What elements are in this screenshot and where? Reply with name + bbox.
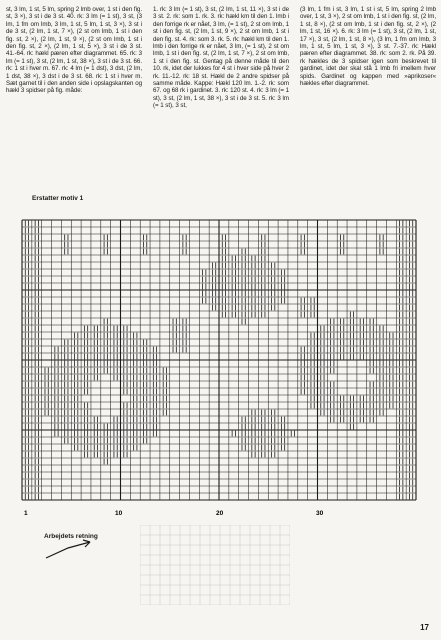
page-number: 17 (420, 623, 429, 632)
text-column-2 (153, 6, 289, 180)
text-column-1 (6, 6, 142, 180)
axis-label-1: 1 (24, 510, 28, 516)
diagram-grid (22, 220, 416, 500)
instruction-text-columns (6, 6, 436, 180)
crochet-diagram-svg (20, 206, 418, 516)
diagram-caption: Erstatter motiv 1 (32, 195, 84, 202)
crochet-diagram (20, 206, 418, 516)
text-column-3 (300, 6, 436, 180)
text-column-2-body: 1. rk: 3 lm (= 1 st), 3 st, (2 lm, 1 st, 11 ×), 3 st i de 3 st. 2. rk: som 1. rk. 3. rk: hækl km til den 1. lmb i den forrige rk er nået, 3 lm, (= 1 st), 2 st om lmb, 1 st i den fig. st, (2 lm, 1 st, 9 ×), 2 st om lmb, 1 st i den fig. st. 4. rk: som 3. rk. 5. rk: hækl km til den 1. lmb i den forrige rk er nået, 3 lm, (= 1 st), 2 st om lmb, 1 st i den fig. st, (2 lm, 1 st, 7 ×), 2 st om lmb, 1 st i den fig. st. Gentag på denne måde til den 10. rk, idet der lukkes for 4 st i hver side på hver 2 rk. 11.-12. rk: 18 st. Hækl de 2 andre spidser på samme måde. Kappe: Hækl 120 lm. 1.-2. rk: som 67. og 68 rk i gardinet. 3. rk: 120 st. 4. rk: 3 lm (= 1 st), 3 st, (2 lm, 1 st, 38 ×), 3 st i de 3 st. 5. rk: 3 lm (= 1 st), 3 st, (153, 6, 289, 110)
text-column-3-body: (3 lm, 1 fm i st, 3 lm, 1 st i st, 5 lm, spring 2 lmb over, 1 st, 3 ×), 2 st om lmb, 1 st i den fig. st, (2 lm, 1 st, 8 ×), (2 st om lmb, 1 st i den fig. st, 2 ×), (2 lm, 1 st, 16 ×). 6. rk: 3 lm (= 1 st), 3 st, (2 lm, 1 st, 17 ×), 3 st, (2 lm, 1 st, 8 ×), (3 lm, 1 fm om lmb, 3 lm, 1 st, 5 lm, 1 st, 3 ×), 3 st. 7.-37. rk: Hækl pæren efter diagrammet. 38. rk: som 2. rk. På 39. rk hækles de 3 spidser igen som beskrevet til gardinet, idet der skal stå 1 lmb fri imellem hver spids. Gardinet og kappen med »aprikoser« hækles efter diagrammet. (300, 6, 436, 88)
direction-label: Arbejdets retning (44, 533, 98, 540)
axis-label-20: 20 (216, 510, 224, 516)
axis-label-10: 10 (115, 510, 123, 516)
text-column-1-body: st, 3 lm, 1 st, 5 lm, spring 2 lmb over, 1 st i den fig. st, 3 ×), 3 st i de 3 st. 40. rk: 3 lm (= 1 st), 3 st, (3 lm, 1 fm om lmb, 3 lm, 1 st, 5 lm, 1 st, 3 ×), 3 st i de 3 st, (2 lm, 1 st, 7 ×), (2 st om lmb, 1 st i den fig. st, 2 ×), (2 lm, 1 st, 9 ×), (2 st om lmb, 1 st i den fig. st, 2 ×), (2 lm, 1 st, 5 ×), 3 st i de 3 st. 41.-64. rk: hækl pæren efter diagrammet. 65. rk: 3 lm (= 1 st), 3 st, (2 lm, 1 st, 38 ×), 3 st i de 3 st. 66. rk: 1 st i hver m. 67. rk: 4 lm (= 1 dst), 3 dst, (2 lm, 1 dst, 38 ×), 3 dst i de 3 st. 68. rk: 1 st i hver m. Sæt garnet til i den anden side i opslagskanten og hækl 3 spidser på fig. måde: (6, 6, 142, 95)
axis-label-30: 30 (316, 510, 324, 516)
background-grid-faint (140, 525, 290, 605)
